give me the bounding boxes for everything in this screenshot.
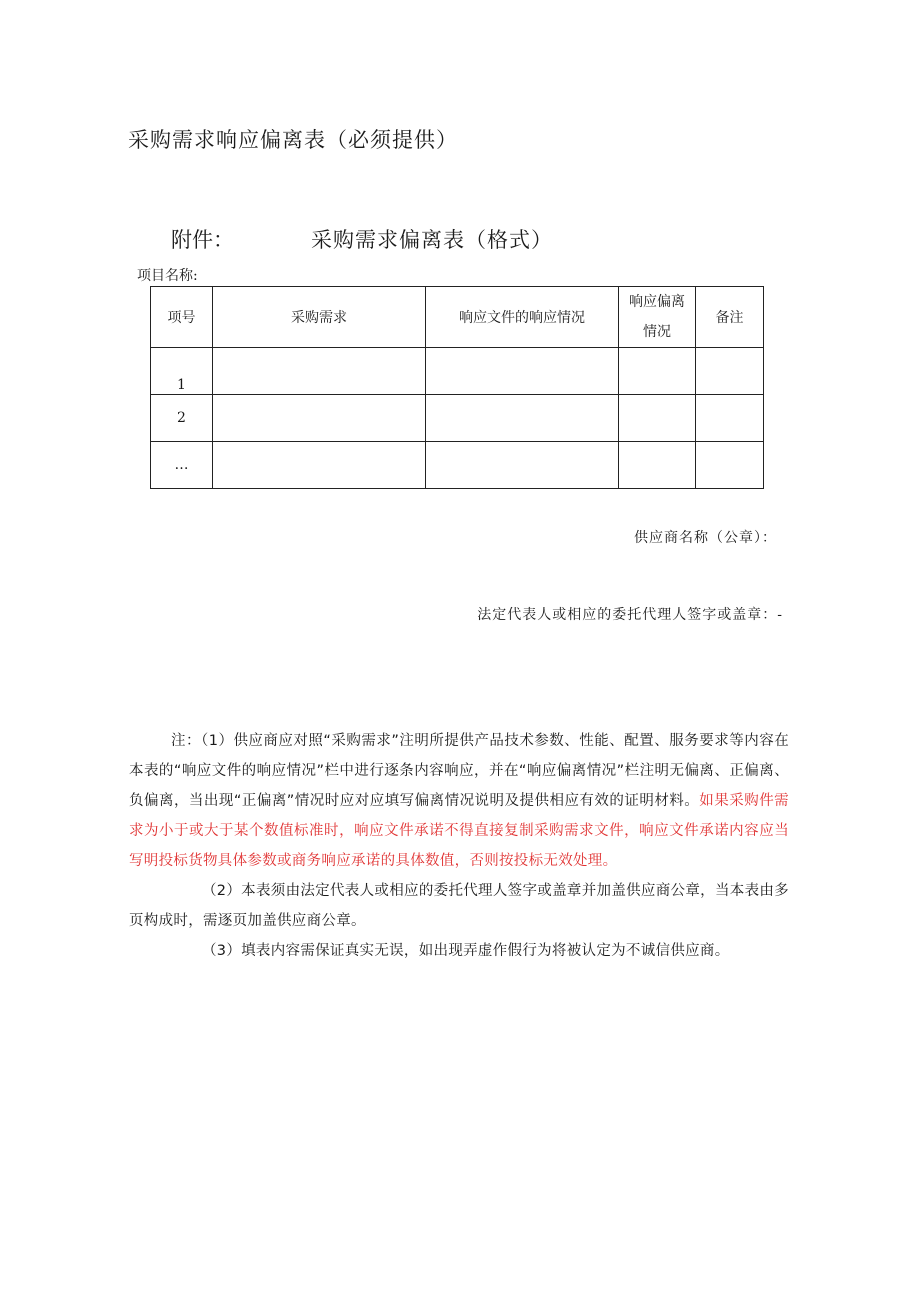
- remark-cell: [696, 442, 764, 489]
- requirement-cell: [213, 395, 426, 442]
- notes-section: [129, 726, 789, 966]
- representative-signature-line: 法定代表人或相应的委托代理人签字或盖章：-: [477, 607, 783, 623]
- row-number: …: [151, 442, 213, 489]
- deviation-cell: [619, 395, 696, 442]
- document-title: 采购需求响应偏离表（必须提供）: [128, 128, 458, 152]
- note-1-text: 注：（1）供应商应对照“采购需求”注明所提供产品技术参数、性能、配置、服务要求等内容在本表的“响应文件的响应情况”栏中进行逐条内容响应，并在“响应偏离情况”栏注明无偏离、正偏离、负偏离，当出现“正偏离”情况时应对应填写偏离情况说明及提供相应有效的证明材料。: [129, 733, 789, 809]
- annex-label: 附件：: [171, 228, 234, 252]
- header-response: 响应文件的响应情况: [426, 287, 619, 348]
- row-number: 2: [151, 395, 213, 442]
- table-row: [151, 348, 764, 395]
- response-cell: [426, 442, 619, 489]
- remark-cell: [696, 395, 764, 442]
- note-3: （3）填表内容需保证真实无误，如出现弄虚作假行为将被认定为不诚信供应商。: [202, 943, 730, 959]
- header-item-no: 项号: [151, 287, 213, 348]
- requirement-cell: [213, 348, 426, 395]
- response-cell: [426, 395, 619, 442]
- note-1: [129, 726, 789, 876]
- table-row: [151, 395, 764, 442]
- requirement-cell: [213, 442, 426, 489]
- supplier-seal-line: 供应商名称（公章）：: [634, 530, 777, 546]
- row-number: 1: [151, 348, 213, 395]
- table-header-row: [151, 287, 764, 348]
- project-name-label: 项目名称:: [137, 268, 198, 284]
- header-remark: 备注: [696, 287, 764, 348]
- annex-title: 采购需求偏离表（格式）: [311, 228, 553, 252]
- note-2: （2）本表须由法定代表人或相应的委托代理人签字或盖章并加盖供应商公章，当本表由多页构成时，需逐页加盖供应商公章。: [129, 883, 789, 929]
- response-cell: [426, 348, 619, 395]
- deviation-cell: [619, 348, 696, 395]
- remark-cell: [696, 348, 764, 395]
- header-requirement: 采购需求: [213, 287, 426, 348]
- deviation-cell: [619, 442, 696, 489]
- deviation-table: [150, 286, 764, 489]
- note-1-red-text: 如果采购件需求为小于或大于某个数值标准时，响应文件承诺不得直接复制采购需求文件，响应文件承诺内容应当写明投标货物具体参数或商务响应承诺的具体数值，否则按投标无效处理。: [129, 793, 789, 869]
- table-row: [151, 442, 764, 489]
- header-deviation: 响应偏离情况: [619, 287, 696, 348]
